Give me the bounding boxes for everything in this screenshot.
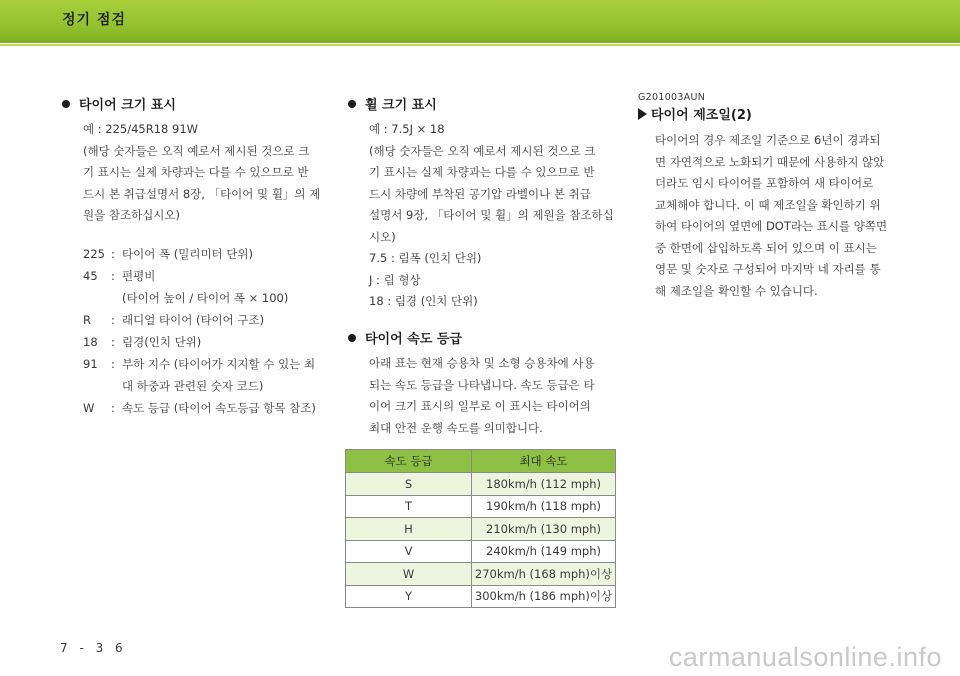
tire-size-example-block [83, 119, 323, 227]
manufacture-date-line: 하여 타이어의 옆면에 DOT라는 표시를 양쪽면 [655, 219, 888, 233]
tire-size-heading-text: 타이어 크기 표시 [79, 98, 176, 113]
speed-rating-paragraph-line: 아래 표는 현재 승용차 및 소형 승용차에 사용 [369, 356, 595, 370]
speed-rating-heading [348, 328, 462, 347]
tire-def-sep: : [111, 335, 115, 349]
speed-rating-table [345, 449, 616, 608]
speed-rating-paragraph-line: 되는 속도 등급을 나타냅니다. 속도 등급은 타 [369, 377, 595, 392]
wheel-size-block [369, 119, 617, 313]
wheel-size-paragraph-line: 드시 차량에 부착된 공기압 라벨이나 본 취급 [369, 186, 591, 201]
wheel-size-paragraph-line: 설명서 9장, 「타이어 및 휠」의 제원을 참조하십 [369, 208, 614, 222]
tire-def-term: R [83, 313, 91, 327]
table-row [346, 540, 616, 563]
table-cell-speed: 270km/h (168 mph)이상 [472, 563, 616, 586]
bullet-icon [348, 100, 356, 108]
manufacture-date-heading [638, 104, 752, 123]
table-cell-grade: W [346, 563, 472, 586]
manufacture-date-paragraph [655, 130, 905, 302]
page-title: 정기 점검 [62, 12, 126, 28]
table-cell-speed: 190km/h (118 mph) [472, 495, 616, 518]
wheel-size-paragraph-line: 시오) [369, 229, 396, 244]
triangle-right-icon [638, 108, 647, 120]
tire-def-text: 부하 지수 (타이어가 지지할 수 있는 최 [122, 357, 316, 371]
table-cell-speed: 180km/h (112 mph) [472, 473, 616, 496]
wheel-size-item: 7.5 : 림폭 (인치 단위) [369, 251, 482, 265]
bullet-icon [62, 100, 70, 108]
table-row [346, 585, 616, 608]
manufacture-date-line: 타이어의 경우 제조일 기준으로 6년이 경과되 [655, 133, 881, 147]
tire-size-paragraph-line: (해당 숫자들은 오직 예로서 제시된 것으로 크 [83, 143, 310, 158]
table-cell-speed: 210km/h (130 mph) [472, 518, 616, 541]
tire-size-paragraph-line: 원을 참조하십시오) [83, 208, 181, 222]
tire-def-text: (타이어 높이 / 타이어 폭 × 100) [122, 291, 289, 305]
tire-def-sep: : [111, 401, 115, 415]
tire-size-heading [62, 94, 176, 113]
tire-def-sep: : [111, 247, 115, 261]
table-header-max-speed: 최대 속도 [472, 450, 616, 473]
wheel-size-paragraph-line: (해당 숫자들은 오직 예로서 제시된 것으로 크 [369, 143, 596, 158]
wheel-size-paragraph-line: 기 표시는 실제 차량과는 다를 수 있으므로 반 [369, 165, 595, 179]
manufacture-date-line: 중 한면에 삽입하도록 되어 있으며 이 표시는 [655, 240, 877, 255]
bullet-icon [348, 334, 356, 342]
table-row [346, 473, 616, 496]
tire-size-paragraph-line: 드시 본 취급설명서 8장, 「타이어 및 휠」의 제 [83, 186, 321, 201]
table-row [346, 495, 616, 518]
manufacture-date-line: 영문 및 숫자로 구성되어 마지막 네 자리를 통 [655, 262, 881, 276]
tire-def-sep: : [111, 357, 115, 371]
speed-rating-heading-text: 타이어 속도 등급 [365, 332, 462, 347]
manufacture-date-line: 해 제조일을 확인할 수 있습니다. [655, 283, 818, 298]
tire-size-example: 예 : 225/45R18 91W [83, 122, 199, 136]
table-cell-grade: Y [346, 585, 472, 608]
table-cell-speed: 300km/h (186 mph)이상 [472, 585, 616, 608]
tire-def-term: W [83, 401, 95, 415]
table-cell-grade: V [346, 540, 472, 563]
table-header-row [346, 450, 616, 473]
table-row [346, 563, 616, 586]
header-band [0, 0, 960, 43]
watermark: carmanualsonline.info [668, 642, 942, 672]
manufacture-date-line: 교체해야 합니다. 이 때 제조일을 확인하기 위 [655, 197, 881, 212]
table-cell-grade: S [346, 473, 472, 496]
table-cell-grade: H [346, 518, 472, 541]
section-code: G201003AUN [638, 92, 706, 103]
header-divider [0, 44, 960, 46]
tire-def-term: 18 [83, 335, 98, 349]
tire-def-text: 속도 등급 (타이어 속도등급 항목 참조) [122, 401, 316, 415]
wheel-size-example: 예 : 7.5J × 18 [369, 122, 445, 136]
tire-def-sep: : [111, 269, 115, 283]
manufacture-date-line: 더라도 임시 타이어를 포함하여 새 타이어로 [655, 176, 874, 190]
manufacture-date-heading-text: 타이어 제조일(2) [651, 108, 752, 123]
manufacture-date-line: 면 자연적으로 노화되기 때문에 사용하지 않았 [655, 154, 885, 169]
table-cell-speed: 240km/h (149 mph) [472, 540, 616, 563]
tire-def-text: 래디얼 타이어 (타이어 구조) [122, 313, 265, 327]
tire-def-term: 45 [83, 269, 98, 283]
tire-def-term: 225 [83, 247, 105, 261]
speed-rating-paragraph [369, 353, 617, 439]
table-header-grade: 속도 등급 [346, 450, 472, 473]
page-number: 7 - 3 6 [60, 641, 127, 655]
tire-def-text: 대 하중과 관련된 숫자 코드) [122, 379, 264, 393]
speed-rating-paragraph-line: 최대 안전 운행 속도를 의미합니다. [369, 420, 543, 435]
tire-def-text: 타이어 폭 (밀리미터 단위) [122, 247, 254, 261]
wheel-size-heading [348, 94, 437, 113]
tire-def-text: 림경(인치 단위) [122, 335, 202, 349]
tire-def-term: 91 [83, 357, 98, 371]
speed-rating-paragraph-line: 이어 크기 표시의 일부로 이 표시는 타이어의 [369, 399, 591, 413]
tire-def-sep: : [111, 313, 115, 327]
wheel-size-item: 18 : 림경 (인치 단위) [369, 294, 478, 308]
table-cell-grade: T [346, 495, 472, 518]
tire-size-paragraph-line: 기 표시는 실제 차량과는 다를 수 있으므로 반 [83, 165, 309, 179]
wheel-size-heading-text: 휠 크기 표시 [365, 98, 437, 113]
tire-def-text: 편평비 [122, 269, 156, 283]
wheel-size-item: J : 림 형상 [369, 272, 421, 287]
table-row [346, 518, 616, 541]
